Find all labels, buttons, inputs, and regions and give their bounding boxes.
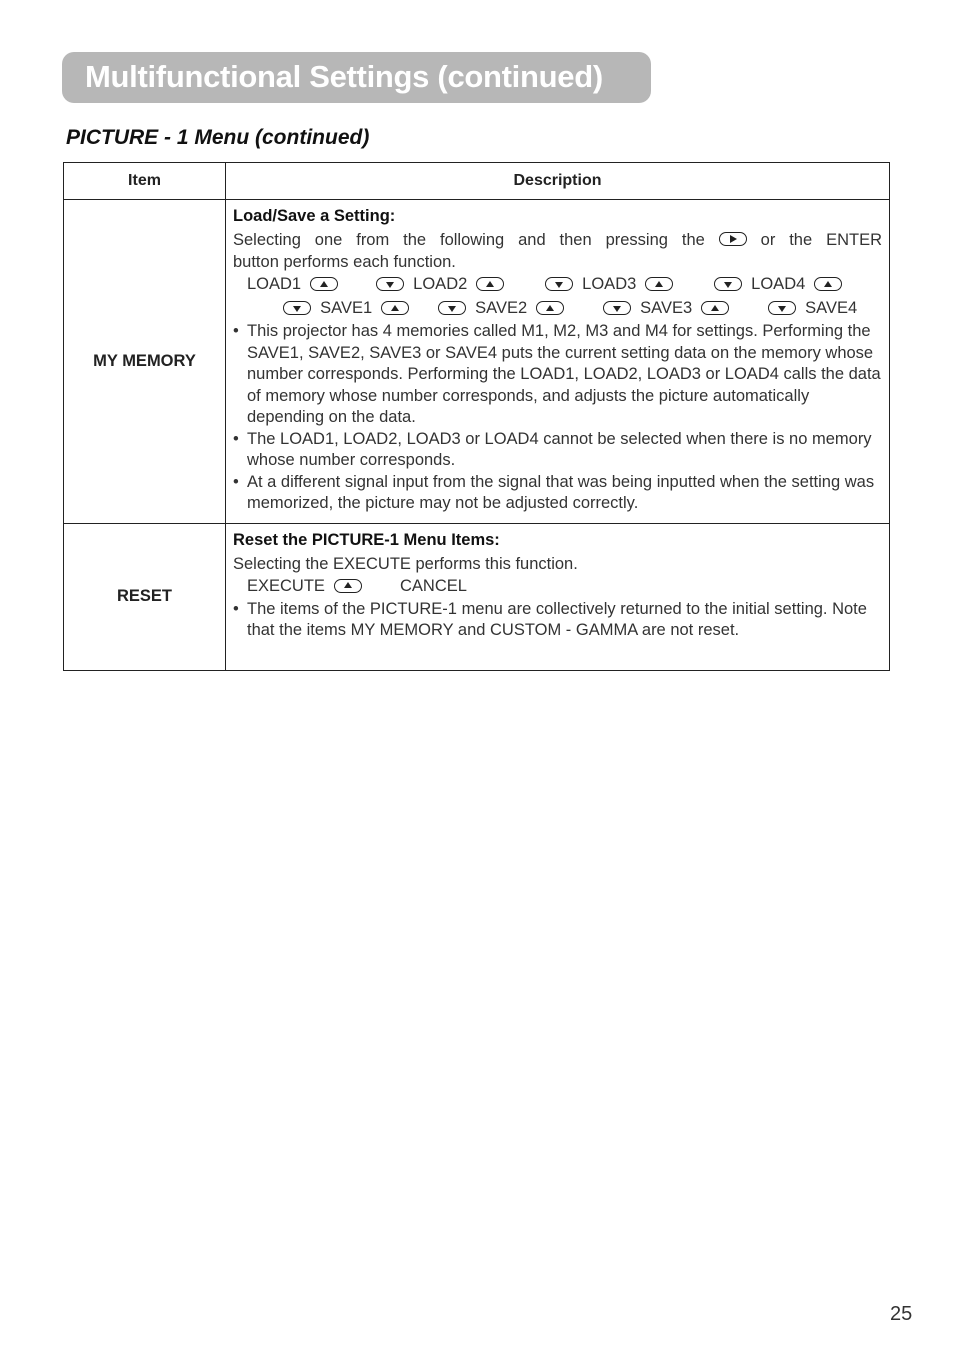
list-item: • The items of the PICTURE-1 menu are collectively returned to the initial setting. Note that the items MY MEMORY and CUSTOM - GAMMA are not reset. [233,599,882,642]
my-memory-heading: Load/Save a Setting: [233,207,396,225]
column-header-description: Description [226,163,890,200]
down-arrow-icon [438,301,466,315]
up-arrow-icon [645,277,673,291]
reset-options-row [233,575,882,599]
page-title: Multifunctional Settings (continued) [85,59,603,94]
option-cancel: CANCEL [400,576,467,595]
option-load2: LOAD2 [376,273,504,295]
list-item: • At a different signal input from the signal that was being inputted when the setting was memorized, the picture may not be adjusted correctly. [233,472,882,515]
table-row-reset [64,523,890,670]
option-load3: LOAD3 [545,273,673,295]
title-banner [62,52,651,103]
up-arrow-icon [701,301,729,315]
save-options-row [233,297,882,321]
my-memory-intro-text: Selecting one from the following and then pressing the [233,231,705,249]
option-load4: LOAD4 [714,273,842,295]
reset-notes [233,599,882,642]
column-header-item: Item [64,163,226,200]
up-arrow-icon [310,277,338,291]
description-reset [226,523,890,670]
down-arrow-icon [768,301,796,315]
my-memory-intro-text-2: or the ENTER [760,231,882,249]
reset-intro: Selecting the EXECUTE performs this function. [233,554,578,573]
up-arrow-icon [814,277,842,291]
option-load1: LOAD1 [247,273,338,295]
description-my-memory [226,200,890,524]
page-number: 25 [890,1303,913,1325]
menu-table [63,162,890,671]
table-header-row [64,163,890,200]
my-memory-intro-text-3: button performs each function. [233,253,456,271]
list-item: • The LOAD1, LOAD2, LOAD3 or LOAD4 cannot be selected when there is no memory whose number corresponds. [233,429,882,472]
up-arrow-icon [476,277,504,291]
up-arrow-icon [334,579,362,593]
up-arrow-icon [381,301,409,315]
down-arrow-icon [376,277,404,291]
option-save4: SAVE4 [768,297,857,319]
reset-heading: Reset the PICTURE-1 Menu Items: [233,530,500,549]
item-reset: RESET [64,523,226,670]
my-memory-intro-line [233,229,882,251]
table-row-my-memory [64,200,890,524]
option-execute: EXECUTE [247,575,362,597]
option-save1: SAVE1 [283,297,409,319]
down-arrow-icon [714,277,742,291]
load-options-row [233,273,882,297]
right-arrow-button-icon [719,232,747,246]
list-item: • This projector has 4 memories called M1, M2, M3 and M4 for settings. Performing the SAVE1, SAVE2, SAVE3 or SAVE4 puts the current setting data on the memory whose number corresponds. Performing the LOAD1, LOAD2, LOAD3 or LOAD4 calls the data of memory whose number corresponds, and adjusts the picture automatically depending on the data. [233,321,882,429]
up-arrow-icon [536,301,564,315]
down-arrow-icon [603,301,631,315]
option-save2: SAVE2 [438,297,564,319]
option-save3: SAVE3 [603,297,729,319]
down-arrow-icon [545,277,573,291]
item-my-memory: MY MEMORY [64,200,226,524]
down-arrow-icon [283,301,311,315]
my-memory-notes [233,321,882,515]
section-subtitle: PICTURE - 1 Menu (continued) [66,126,370,149]
